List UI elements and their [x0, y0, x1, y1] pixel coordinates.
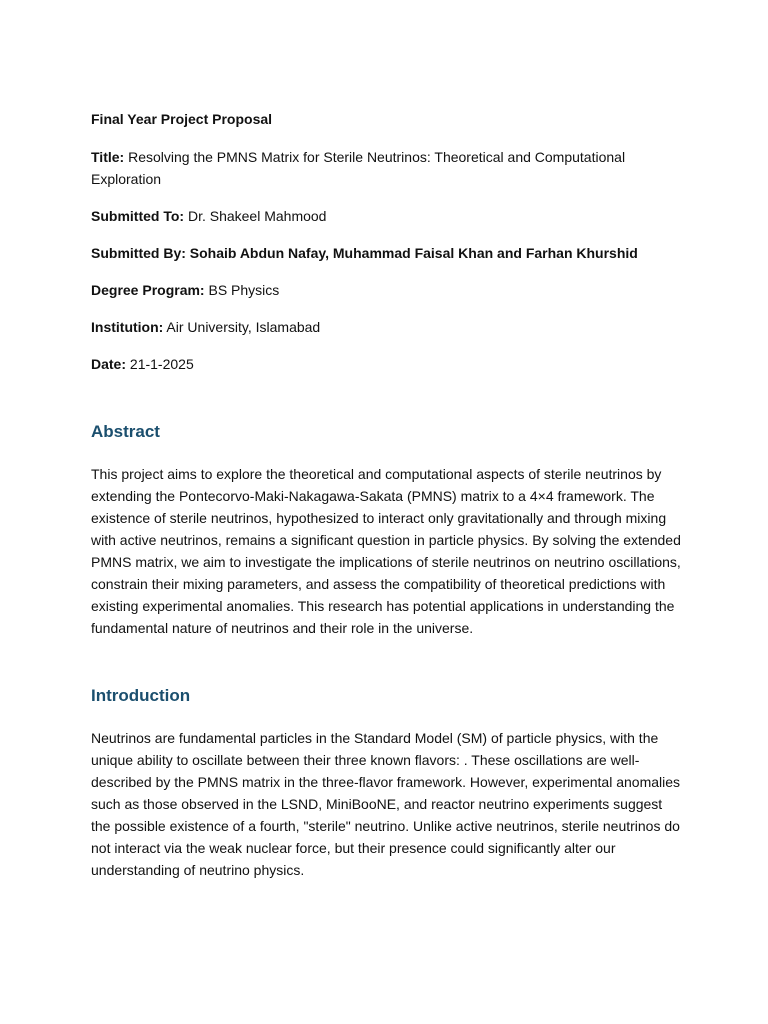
- meta-degree-program: [91, 279, 683, 301]
- meta-degree-program-value: BS Physics: [204, 282, 280, 298]
- meta-date: [91, 353, 683, 375]
- meta-institution-value: Air University, Islamabad: [163, 319, 321, 335]
- meta-submitted-to-label: Submitted To:: [91, 208, 185, 224]
- meta-date-label: Date:: [91, 356, 127, 372]
- meta-submitted-to-value: Dr. Shakeel Mahmood: [184, 208, 327, 224]
- meta-submitted-by-value: Sohaib Abdun Nafay, Muhammad Faisal Khan and Farhan Khurshid: [185, 245, 638, 261]
- meta-degree-program-label: Degree Program:: [91, 282, 205, 298]
- abstract-paragraph: This project aims to explore the theoretical and computational aspects of sterile neutrinos by extending the Pontecorvo-Maki-Nakagawa-Sakata (PMNS) matrix to a 4×4 framework. The existence of sterile neutrinos, hypothesized to interact only gravitationally and through mixing with active neutrinos, remains a significant question in particle physics. By solving the extended PMNS matrix, we aim to investigate the implications of sterile neutrinos on neutrino oscillations, constrain their mixing parameters, and assess the compatibility of theoretical predictions with existing experimental anomalies. This research has potential applications in understanding the fundamental nature of neutrinos and their role in the universe.: [91, 466, 681, 636]
- abstract-heading: Abstract: [91, 422, 160, 441]
- meta-institution-label: Institution:: [91, 319, 164, 335]
- meta-submitted-to: [91, 205, 683, 227]
- introduction-paragraph: Neutrinos are fundamental particles in the Standard Model (SM) of particle physics, with the unique ability to oscillate between their three known flavors: . These oscillations are well-described by the PMNS matrix in the three-flavor framework. However, experimental anomalies such as those observed in the LSND, MiniBooNE, and reactor neutrino experiments suggest the possible existence of a fourth, "sterile" neutrino. Unlike active neutrinos, sterile neutrinos do not interact via the weak nuclear force, but their presence could significantly alter our understanding of neutrino physics.: [91, 730, 681, 878]
- document-heading: Final Year Project Proposal: [91, 111, 273, 127]
- meta-title-value: Resolving the PMNS Matrix for Sterile Neutrinos: Theoretical and Computational Exploration: [91, 149, 626, 187]
- meta-date-value: 21-1-2025: [126, 356, 194, 372]
- meta-title-label: Title:: [91, 149, 125, 165]
- meta-submitted-by: [91, 242, 683, 264]
- meta-title: [91, 146, 683, 190]
- meta-submitted-by-label: Submitted By:: [91, 245, 186, 261]
- document-content: [91, 109, 683, 881]
- meta-institution: [91, 316, 683, 338]
- introduction-heading: Introduction: [91, 686, 191, 705]
